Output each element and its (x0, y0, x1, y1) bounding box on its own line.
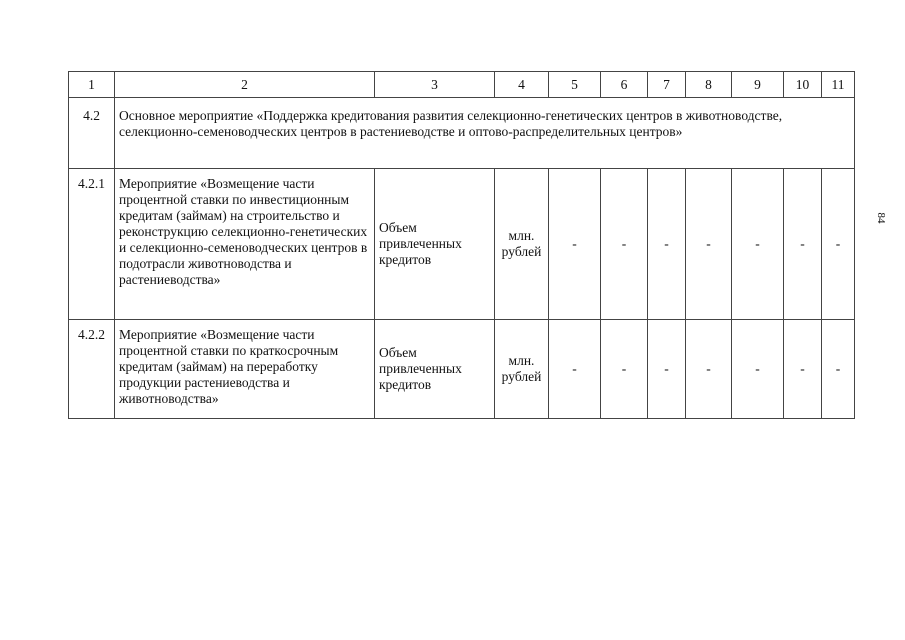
row-number: 4.2.2 (69, 320, 115, 419)
header-cell: 4 (495, 72, 549, 98)
table-header-row (69, 72, 855, 98)
row-activity-name: Мероприятие «Возмещение части процентной ставки по краткосрочным кредитам (займам) на переработку продукции растениеводства и животноводства» (115, 320, 375, 419)
row-value: - (648, 320, 686, 419)
header-cell: 10 (784, 72, 822, 98)
row-number: 4.2.1 (69, 169, 115, 320)
row-value: - (686, 169, 732, 320)
row-activity-name: Мероприятие «Возмещение части процентной ставки по инвестиционным кредитам (займам) на строительство и реконструкцию селекционно-генетических и селекционно-семеноводческих центров в подотрасли животноводства и растениеводства» (115, 169, 375, 320)
table-row (69, 320, 855, 419)
row-unit: млн. рублей (495, 320, 549, 419)
header-cell: 7 (648, 72, 686, 98)
table-row (69, 169, 855, 320)
header-cell: 11 (822, 72, 855, 98)
row-value: - (648, 169, 686, 320)
row-indicator: Объем привлеченных кредитов (375, 320, 495, 419)
header-cell: 9 (732, 72, 784, 98)
header-cell: 6 (601, 72, 648, 98)
header-cell: 2 (115, 72, 375, 98)
row-value: - (822, 169, 855, 320)
header-cell: 3 (375, 72, 495, 98)
header-cell: 1 (69, 72, 115, 98)
row-value: - (601, 320, 648, 419)
page-number: 84 (875, 212, 887, 224)
section-row (69, 98, 855, 169)
row-unit: млн. рублей (495, 169, 549, 320)
header-cell: 8 (686, 72, 732, 98)
row-value: - (732, 320, 784, 419)
row-value: - (549, 320, 601, 419)
row-value: - (686, 320, 732, 419)
row-value: - (822, 320, 855, 419)
header-cell: 5 (549, 72, 601, 98)
section-number: 4.2 (69, 98, 115, 169)
program-table (68, 71, 855, 419)
row-value: - (784, 169, 822, 320)
row-value: - (549, 169, 601, 320)
section-title: Основное мероприятие «Поддержка кредитования развития селекционно-генетических центров в животноводстве, селекционно-семеноводческих центров в растениеводстве и оптово-распределительных центров» (115, 98, 855, 169)
row-value: - (784, 320, 822, 419)
row-indicator: Объем привлеченных кредитов (375, 169, 495, 320)
row-value: - (601, 169, 648, 320)
row-value: - (732, 169, 784, 320)
